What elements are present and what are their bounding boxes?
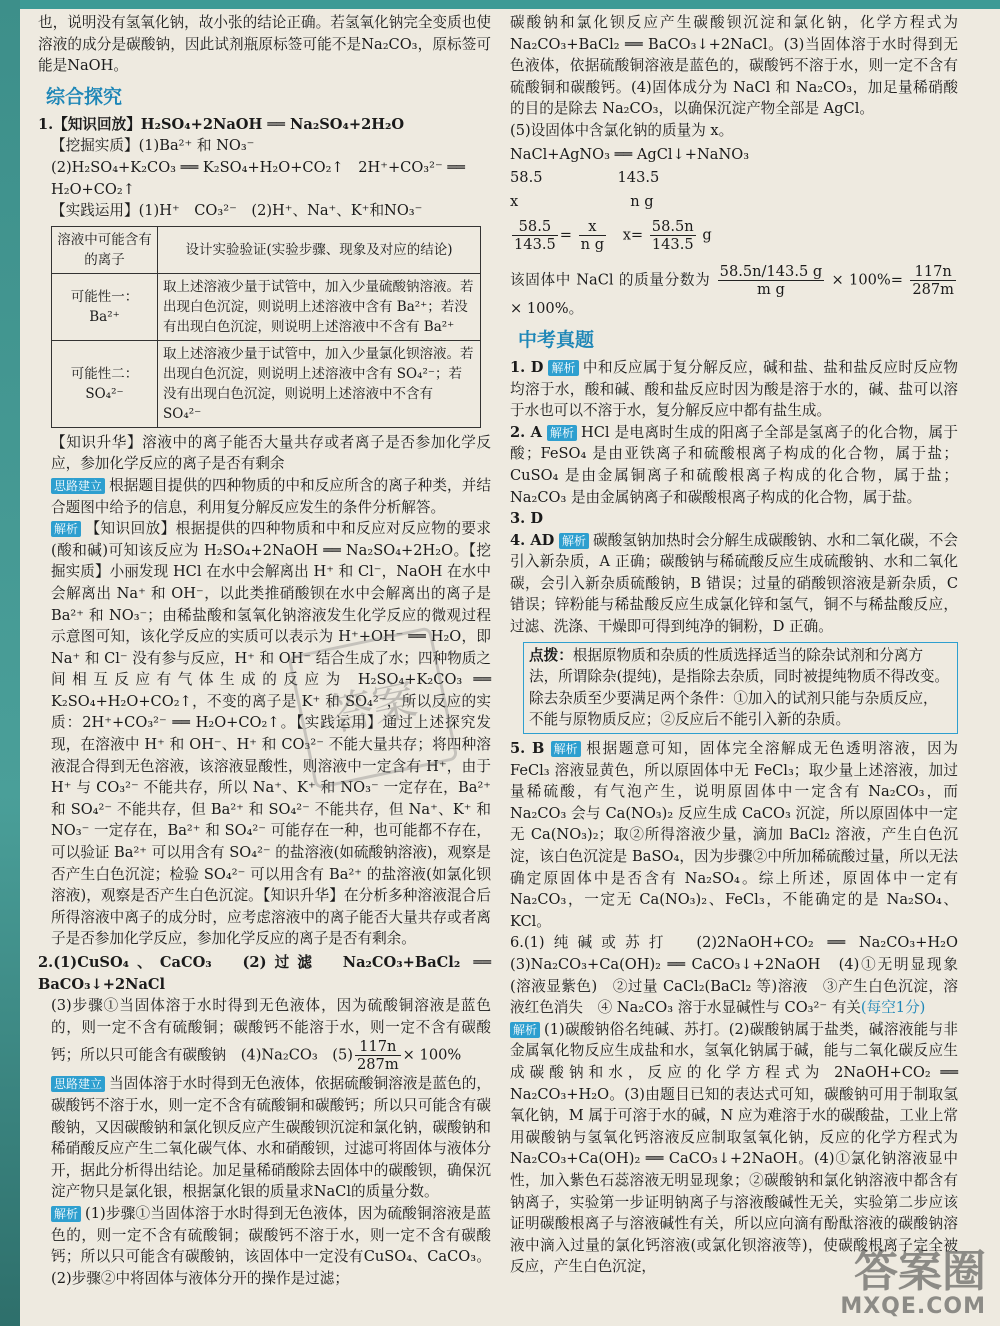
unknown-ng: n g bbox=[630, 192, 654, 210]
analysis-tag: 解析 bbox=[51, 521, 81, 537]
analysis-text-1: 【知识回放】根据提供的四种物质和中和反应对反应物的要求(酸和碱)可知该反应为 H₂SO₄+2NaOH ══ Na₂SO₄+2H₂O。【挖掘实质】小丽发现 HCl 在水中会解离出 H⁺ 和 Cl⁻，NaOH 在水中会解离出 Na⁺ 和 OH⁻，以此类推硝酸钡在水中会解离出的离子是 Ba²⁺ 和 NO₃⁻；由稀盐酸和氢氧化钠溶液发生化学反应的微观过程示意图可知，该化学反应的实质可以表示为 H⁺+OH⁻ ══ H₂O，即 Na⁺ 和 Cl⁻ 没有参与反应，H⁺ 和 OH⁻ 结合生成了水；四种物质之间相互反应有气体生成的反应为 H₂SO₄+K₂CO₃ ══ K₂SO₄+H₂O+CO₂↑，不变的离子是 K⁺ 和 SO₄²⁻，所以反应的实质：2H⁺+CO₃²⁻ ══ H₂O+CO₂↑。【实践运用】通过上述探究发现，在溶液中 H⁺ 和 OH⁻、H⁺ 和 CO₃²⁻ 不能大量共存；将四种溶液混合得到无色溶液，该溶液显酸性，则溶液中一定含有 H⁺，由于 H⁺ 与 CO₃²⁻ 不能共存，所以 Na⁺、K⁺ 和 NO₃⁻ 一定存在，Ba²⁺ 和 SO₄²⁻ 不能共存，但 Ba²⁺ 和 SO₄²⁻ 不能共存，但 Na⁺、K⁺ 和 NO₃⁻ 一定存在，Ba²⁺ 和 SO₄²⁻ 可能存在一种，也可能都不存在，可以验证 Ba²⁺ 可以用含有 SO₄²⁻ 的盐溶液(如硫酸钠溶液)，观察是否产生白色沉淀；检验 SO₄²⁻ 可以用含有 Ba²⁺ 的盐溶液(如氯化钡溶液)，观察是否产生白色沉淀。【知识升华】在分析多种溶液混合后所得溶液中离子的成分时，应考虑溶液中的离子能否大量共存或者离子是否参加化学反应，参加化学反应的离子是否有剩余。 bbox=[51, 520, 491, 948]
table-header-design: 设计实验验证(实验步骤、现象及对应的结论) bbox=[158, 226, 481, 273]
q1-line4: H₂O+CO₂↑ bbox=[51, 180, 135, 198]
q1-line5: 【实践运用】(1)H⁺ CO₃²⁻ (2)H⁺、Na⁺、K⁺和NO₃⁻ bbox=[51, 202, 423, 220]
molar-mass-agcl: 143.5 bbox=[617, 169, 660, 187]
left-color-band bbox=[0, 0, 20, 1326]
section-heading-comprehensive: 综合探究 bbox=[46, 85, 123, 108]
table-row bbox=[52, 340, 481, 427]
top-color-band bbox=[20, 0, 1000, 9]
mass-fraction-tail: × 100%。 bbox=[510, 300, 584, 318]
think-tag: 思路建立 bbox=[51, 1076, 105, 1092]
watermark-logo: 答案圈 bbox=[854, 1246, 986, 1298]
think-tag: 思路建立 bbox=[51, 478, 105, 494]
think-text-1: 根据题目提供的四种物质的中和反应所含的离子种类，并结合题图中给予的信息，利用复分解反应发生的条件分析解答。 bbox=[51, 476, 491, 516]
ratio-fraction-3 bbox=[650, 218, 696, 253]
answer-2-key: 2. A bbox=[510, 423, 542, 441]
answer-1-text: 中和反应属于复分解反应，碱和盐、盐和盐反应时反应物均溶于水，酸和碱、酸和盐反应时因为酸是溶于水的，碱、盐可以溶于水也可以不溶于水，复分解反应中都有盐生成。 bbox=[510, 358, 958, 420]
q2-fraction-num: 117n bbox=[355, 1038, 401, 1056]
mass1-num: 58.5n/143.5 g bbox=[719, 263, 823, 281]
table-cell-possibility1: 可能性一：Ba²⁺ bbox=[52, 273, 158, 340]
analysis-text-2: (1)步骤①当固体溶于水时得到无色液体，因为硫酸铜溶液是蓝色的，则一定不含有硫酸铜；碳酸钙不溶于水，则一定不含有碳酸钙；所以只可能含有碳酸钠，该固体中一定没有CuSO₄、CaCO₃。(2)步骤②中将固体与液体分开的操作是过滤； bbox=[51, 1204, 491, 1287]
analysis-tag: 解析 bbox=[510, 1022, 540, 1038]
site-watermark bbox=[840, 1248, 986, 1318]
tip-text: 根据原物质和杂质的性质选择适当的除杂试剂和分离方法，所谓除杂(提纯)，是指除去杂质，同时被提纯物质不得改变。除去杂质至少要满足两个条件：①加入的试剂只能与杂质反应，不能与原物质反应；②反应后不能引入新的杂质。 bbox=[529, 646, 950, 729]
mass-fraction-mid: × 100%= bbox=[831, 271, 904, 289]
stamp-watermark: 答案 bbox=[287, 626, 458, 789]
think-text-2: 当固体溶于水时得到无色液体，依据硫酸铜溶液是蓝色的，碳酸钙不溶于水，则一定不含有硫酸铜和碳酸钙；所以只可能含有碳酸钠，又因碳酸钠和氯化钡反应产生碳酸钡沉淀和氯化钠，碳酸钠和稀硝酸反应产生二氧化碳气体、水和硝酸钡，过滤可将固体与液体分开，据此分析得出结论。加足量稀硝酸除去固体中的碳酸钡，确保沉淀产物只是氯化银，根据氯化银的质量求NaCl的质量分数。 bbox=[51, 1075, 491, 1201]
ratio-fraction-2 bbox=[579, 218, 606, 253]
mass-fraction-2 bbox=[910, 263, 956, 298]
section-heading-exam: 中考真题 bbox=[518, 328, 595, 351]
answer-2 bbox=[510, 422, 958, 508]
unknown-line bbox=[510, 191, 958, 213]
answer-4-key: 4. AD bbox=[510, 531, 555, 549]
q2-line2 bbox=[38, 995, 491, 1073]
q1-line3: (2)H₂SO₄+K₂CO₃ ══ K₂SO₄+H₂O+CO₂↑ 2H⁺+CO₃²⁻ ══ bbox=[51, 158, 465, 176]
answer-2-text: HCl 是电离时生成的阳离子全部是氢离子的化合物，属于酸；FeSO₄ 是由亚铁离子和硫酸根离子构成的化合物，属于盐；CuSO₄ 是由金属铜离子和硫酸根离子构成的化合物，属于盐；Na₂CO₃ 是由金属钠离子和碳酸根离子构成的化合物，属于盐。 bbox=[510, 423, 959, 506]
ratio1-den: 143.5 bbox=[514, 236, 556, 254]
equation-line: NaCl+AgNO₃ ══ AgCl↓+NaNO₃ bbox=[510, 145, 750, 163]
answer-1-key: 1. D bbox=[510, 358, 544, 376]
mass-fraction-1 bbox=[718, 263, 825, 298]
think-paragraph-1 bbox=[38, 475, 491, 518]
answer-6-analysis-text: (1)碳酸钠俗名纯碱、苏打。(2)碳酸钠属于盐类，碱溶液能与非金属氧化物反应生成盐和水，氢氧化钠属于碱，能与二氧化碳反应生成碳酸钠和水，反应的化学方程式为 2NaOH+CO₂ ══ Na₂CO₃+H₂O。(3)由题目已知的表达式可知，碳酸钠可用于制取氢氧化钠，M 属于可溶于水的碱，N 应为难溶于水的碳酸盐，工业上常用碳酸钠与氢氧化钙溶液反应制取氢氧化钠，反应的化学方程式为 Na₂CO₃+Ca(OH)₂ ══ CaCO₃↓+2NaOH。(4)①氯化钠溶液显中性，加入紫色石蕊溶液无明显现象；②碳酸钠和氯化钠溶液中都含有钠离子，实验第一步证明钠离子与溶液酸碱性无关，实验第二步应该证明碳酸根离子与溶液碱性有关，所以应向滴有酚酞溶液的碳酸钠溶液中滴入过量的氯化钙溶液(或氯化钡溶液等)，使碳酸根离子完全被反应，产生白色沉淀， bbox=[510, 1020, 958, 1276]
q2-fraction bbox=[355, 1038, 401, 1073]
ratio3-den: 143.5 bbox=[651, 236, 694, 254]
ratio3-num: 58.5n bbox=[651, 218, 694, 236]
molar-mass-nacl: 58.5 bbox=[510, 169, 543, 187]
answer-6-analysis bbox=[510, 1019, 958, 1278]
analysis-tag: 解析 bbox=[547, 425, 577, 441]
analysis-tag: 解析 bbox=[51, 1206, 81, 1222]
table-cell-possibility2: 可能性二：SO₄²⁻ bbox=[52, 340, 158, 427]
answer-6 bbox=[510, 932, 973, 1018]
right-paragraph-2: (5)设固体中含氯化钠的质量为 x。 bbox=[510, 121, 734, 139]
ratio2-den: n g bbox=[580, 236, 605, 254]
knowledge-upgrade: 【知识升华】溶液中的离子能否大量共存或者离子是否参加化学反应，参加化学反应的离子是否有剩余 bbox=[51, 433, 491, 473]
experiment-table bbox=[51, 226, 481, 428]
solve-x-label: x= bbox=[622, 226, 644, 244]
table-row bbox=[52, 273, 481, 340]
q2-line1: 2.(1)CuSO₄、CaCO₃ (2)过滤 Na₂CO₃+BaCl₂ ══ BaCO₃↓+2NaCl bbox=[38, 954, 491, 993]
q1-line1: 1.【知识回放】H₂SO₄+2NaOH ══ Na₂SO₄+2H₂O bbox=[38, 115, 405, 133]
mass1-den: m g bbox=[757, 281, 785, 299]
ratio1-num: 58.5 bbox=[512, 218, 558, 236]
proportion-line: $\frac{58.5}{143.5}$ = $\frac{x}{\text{n g}}$ x= $\frac{58.5n}{143.5}$ g bbox=[514, 218, 712, 254]
analysis-tag: 解析 bbox=[559, 533, 589, 549]
right-paragraph-1: 碳酸钠和氯化钡反应产生碳酸钡沉淀和氯化钠，化学方程式为 Na₂CO₃+BaCl₂ ══ BaCO₃↓+2NaCl。(3)当固体溶于水时得到无色液体，依据硫酸铜溶液是蓝色的，碳酸钙不溶于水，则一定不含有硫酸铜和碳酸钙。(4)固体成分为 NaCl 和 Na₂CO₃，加足量稀硝酸的目的是除去 Na₂CO₃，以确保沉淀产物全部是 AgCl。 bbox=[510, 14, 958, 118]
tip-box bbox=[523, 642, 958, 734]
unknown-x: x bbox=[510, 192, 519, 210]
answer-5-key: 5. B bbox=[510, 740, 545, 758]
table-cell-procedure2: 取上述溶液少量于试管中，加入少量氯化钡溶液。若出现白色沉淀，则说明上述溶液中含有 SO₄²⁻；若没有出现白色沉淀，则说明上述溶液中不含有 SO₄²⁻ bbox=[158, 340, 481, 427]
mass-fraction-line bbox=[510, 263, 958, 320]
answer-6-score: (每空1分) bbox=[860, 999, 926, 1017]
ratio2-num: x bbox=[579, 218, 606, 236]
mass2-num: 117n bbox=[910, 263, 956, 281]
answer-6-text: 6.(1)纯碱或苏打 (2)2NaOH+CO₂ ══ Na₂CO₃+H₂O (3)Na₂CO₃+Ca(OH)₂ ══ CaCO₃↓+2NaOH (4)①无明显现象(溶液显紫色) ②过量 CaCl₂(BaCl₂ 等)溶液 ③产生白色沉淀，溶液红色消失 ④ Na₂CO₃ 溶于水显碱性与 CO₃²⁻ 有关 bbox=[510, 934, 973, 1017]
q2-text: (3)步骤①当固体溶于水时得到无色液体，因为硫酸铜溶液是蓝色的，则一定不含有硫酸铜；碳酸钙不能溶于水，则一定不含有碳酸钙；所以只可能含有碳酸钠 (4)Na₂CO₃ (5) bbox=[51, 997, 491, 1064]
answer-1 bbox=[510, 357, 958, 422]
tip-label: 点拨： bbox=[529, 646, 573, 664]
q2-tail: × 100% bbox=[402, 1046, 462, 1064]
answer-3: 3. D bbox=[510, 510, 543, 528]
answer-5-text: 根据题意可知，固体完全溶解成无色透明溶液，因为 FeCl₃ 溶液显黄色，所以原固体中无 FeCl₃；取少量上述溶液，加过量稀硫酸，有气泡产生，说明原固体中一定含有 Na₂CO₃，而 Na₂CO₃ 会与 Ca(NO₃)₂ 反应生成 CaCO₃ 沉淀，所以原固体中一定无 Ca(NO₃)₂；取②所得溶液少量，滴加 BaCl₂ 溶液，产生白色沉淀，该白色沉淀是 BaSO₄，因为步骤②中所加稀硫酸过量，所以无法确定原固体中是否含有 Na₂SO₄。综上所述，原固体中一定有 Na₂CO₃，一定无 Ca(NO₃)₂、FeCl₃，不能确定的是 Na₂SO₄、KCl。 bbox=[510, 740, 958, 930]
table-header-row bbox=[52, 226, 481, 273]
ratio-fraction-1 bbox=[512, 218, 558, 253]
q2-fraction-den: 287m bbox=[356, 1056, 399, 1074]
analysis-tag: 解析 bbox=[548, 360, 578, 376]
q1-line2: 【挖掘实质】(1)Ba²⁺ 和 NO₃⁻ bbox=[51, 137, 255, 155]
think-paragraph-2 bbox=[38, 1073, 491, 1203]
solve-x-unit: g bbox=[702, 226, 712, 244]
watermark-url: MXQE.COM bbox=[840, 1294, 986, 1320]
answer-4-text: 碳酸氢钠加热时会分解生成碳酸钠、水和二氧化碳，不会引入新杂质，A 正确；碳酸钠与稀硫酸反应生成硫酸钠、水和二氧化碳，会引入新杂质硫酸钠，B 错误；过量的硝酸钡溶液是新杂质，C 错误；锌粉能与稀盐酸反应生成氯化锌和氢气，铜不与稀盐酸反应，过滤、洗涤、干燥即可得到纯净的铜粉，D 正确。 bbox=[510, 531, 959, 636]
mass-fraction-label: 该固体中 NaCl 的质量分数为 bbox=[510, 271, 711, 289]
molar-mass-line bbox=[510, 167, 958, 189]
table-header-ion: 溶液中可能含有的离子 bbox=[52, 226, 158, 273]
mass2-den: 287m bbox=[912, 281, 955, 299]
table-cell-procedure1: 取上述溶液少量于试管中，加入少量硫酸钠溶液。若出现白色沉淀，则说明上述溶液中含有 Ba²⁺；若没有出现白色沉淀，则说明上述溶液中不含有 Ba²⁺ bbox=[158, 273, 481, 340]
intro-paragraph: 也，说明没有氢氧化钠，故小张的结论正确。若氢氧化钠完全变质也使溶液的成分是碳酸钠，因此试剂瓶原标签可能不是Na₂CO₃，原标签可能是NaOH。 bbox=[38, 14, 491, 75]
answer-5 bbox=[510, 738, 958, 932]
answer-4 bbox=[510, 530, 958, 638]
analysis-paragraph-2 bbox=[38, 1203, 491, 1289]
analysis-tag: 解析 bbox=[551, 741, 581, 757]
